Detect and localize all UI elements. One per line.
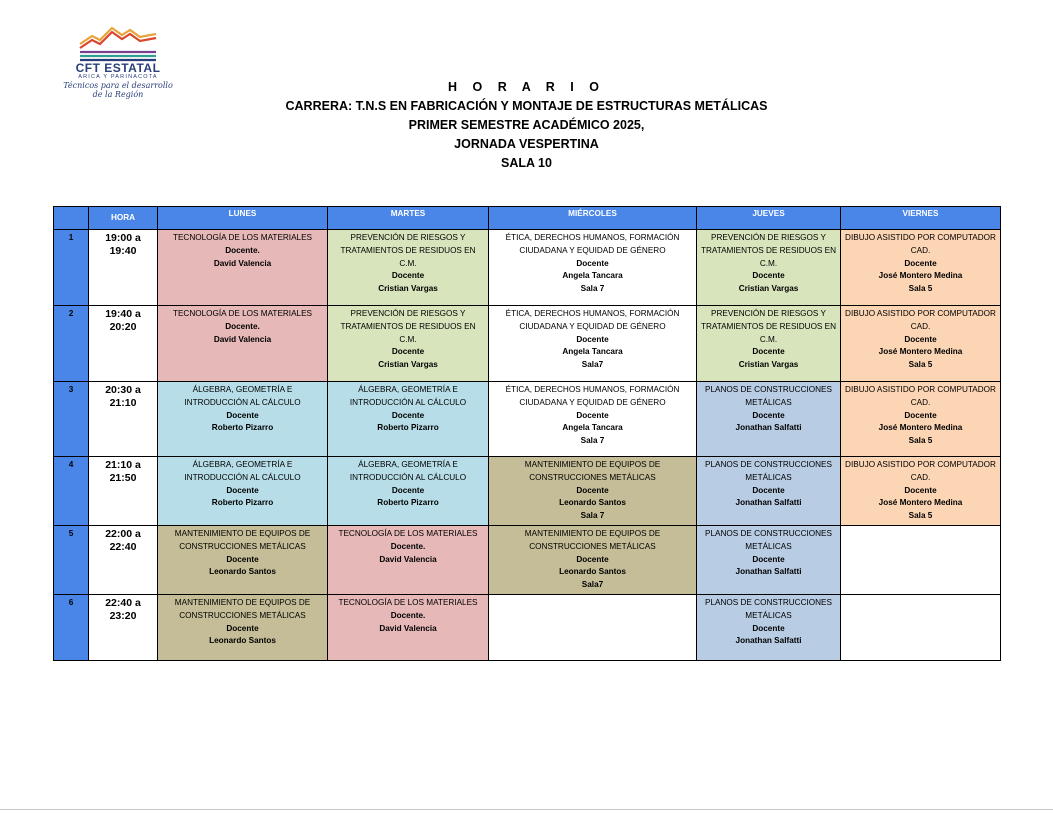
column-header-martes: MARTES [328, 207, 489, 230]
teacher-label: Docente [226, 410, 259, 420]
class-subject: PREVENCIÓN DE RIESGOS Y TRATAMIENTOS DE RESIDUOS EN C.M. [700, 309, 837, 344]
block-number: 3 [54, 382, 89, 457]
teacher-label: Docente [904, 334, 937, 344]
time-slot-start: 19:40 a [105, 308, 141, 320]
class-subject: ÁLGEBRA, GEOMETRÍA E INTRODUCCIÓN AL CÁLCULO [349, 460, 467, 482]
class-cell [697, 382, 841, 457]
teacher-name: David Valencia [213, 258, 272, 268]
class-cell [328, 230, 489, 306]
class-cell [841, 525, 1001, 594]
teacher-label: Docente [904, 410, 937, 420]
teacher-label: Docente [226, 623, 259, 633]
teacher-name: Cristian Vargas [738, 360, 799, 370]
block-number: 2 [54, 306, 89, 382]
class-room: Sala 7 [580, 284, 605, 294]
block-number: 4 [54, 457, 89, 526]
block-number: 5 [54, 525, 89, 594]
teacher-label: Docente [752, 554, 785, 564]
teacher-name: Cristian Vargas [738, 284, 799, 294]
room-title: SALA 10 [501, 156, 552, 170]
teacher-label: Docente [752, 485, 785, 495]
teacher-label: Docente [576, 258, 609, 268]
time-slot-start: 20:30 a [105, 384, 141, 396]
class-subject: ÉTICA, DERECHOS HUMANOS, FORMACIÓN CIUDADANA Y EQUIDAD DE GÉNERO [505, 309, 680, 331]
teacher-name: Jonathan Salfatti [735, 423, 802, 433]
class-room: Sala7 [581, 580, 604, 590]
teacher-label: Docente [391, 271, 425, 281]
class-subject: ÉTICA, DERECHOS HUMANOS, FORMACIÓN CIUDADANA Y EQUIDAD DE GÉNERO [505, 233, 680, 255]
class-room: Sala 5 [908, 436, 933, 446]
teacher-name: Leonardo Santos [559, 567, 626, 577]
table-row [54, 230, 1001, 306]
class-cell [841, 594, 1001, 660]
class-cell [158, 594, 328, 660]
teacher-name: Roberto Pizarro [377, 498, 439, 508]
time-slot-end: 21:10 [109, 396, 137, 409]
teacher-label: Docente [391, 410, 425, 420]
time-slot-end: 19:40 [109, 244, 137, 257]
class-cell [328, 382, 489, 457]
teacher-name: Angela Tancara [562, 271, 623, 281]
teacher-label: Docente [752, 623, 785, 633]
semester-title: PRIMER SEMESTRE ACADÉMICO 2025, [408, 118, 645, 132]
class-cell [697, 306, 841, 382]
teacher-name: Jonathan Salfatti [735, 636, 802, 646]
teacher-label: Docente [576, 485, 609, 495]
logo-slogan-line1: Técnicos para el desarrollo [63, 81, 173, 90]
class-subject: MANTENIMIENTO DE EQUIPOS DE CONSTRUCCIONES METÁLICAS [524, 528, 661, 551]
class-subject: PREVENCIÓN DE RIESGOS Y TRATAMIENTOS DE RESIDUOS EN C.M. [340, 309, 476, 344]
teacher-name: Cristian Vargas [378, 360, 438, 370]
class-subject: DIBUJO ASISTIDO POR COMPUTADOR CAD. [845, 309, 996, 331]
class-subject: PREVENCIÓN DE RIESGOS Y TRATAMIENTOS DE RESIDUOS EN C.M. [700, 233, 837, 268]
time-slot [89, 230, 158, 306]
table-row [54, 382, 1001, 457]
class-subject: TECNOLOGÍA DE LOS MATERIALES [338, 528, 478, 538]
logo-region: ARICA Y PARINACOTA [78, 74, 158, 80]
teacher-label: Docente [904, 485, 937, 495]
teacher-name: David Valencia [213, 334, 272, 344]
class-room: Sala 7 [580, 436, 605, 446]
table-row [54, 525, 1001, 594]
class-cell [489, 306, 697, 382]
class-subject: DIBUJO ASISTIDO POR COMPUTADOR CAD. [845, 233, 996, 255]
teacher-name: Leonardo Santos [209, 636, 276, 646]
block-number: 6 [54, 594, 89, 660]
shift-title: JORNADA VESPERTINA [454, 137, 599, 151]
class-cell [697, 457, 841, 526]
teacher-name: Leonardo Santos [559, 498, 626, 508]
class-subject: MANTENIMIENTO DE EQUIPOS DE CONSTRUCCIONES METÁLICAS [524, 460, 661, 482]
column-header-jueves: JUEVES [697, 207, 841, 230]
teacher-label: Docente [391, 347, 425, 357]
column-header-viernes: VIERNES [841, 207, 1001, 230]
class-cell [158, 230, 328, 306]
class-subject: MANTENIMIENTO DE EQUIPOS DE CONSTRUCCIONES METÁLICAS [174, 528, 311, 551]
teacher-label: Docente [391, 485, 425, 495]
class-cell [328, 594, 489, 660]
teacher-label: Docente [752, 347, 785, 357]
column-header-number [54, 207, 89, 230]
teacher-name: Cristian Vargas [378, 284, 438, 294]
class-room: Sala7 [581, 360, 604, 370]
class-subject: PREVENCIÓN DE RIESGOS Y TRATAMIENTOS DE RESIDUOS EN C.M. [340, 233, 476, 268]
time-slot [89, 457, 158, 526]
table-row [54, 306, 1001, 382]
time-slot-end: 20:20 [109, 320, 137, 333]
teacher-name: Roberto Pizarro [377, 423, 439, 433]
class-subject: DIBUJO ASISTIDO POR COMPUTADOR CAD. [845, 460, 996, 482]
teacher-label: Docente [576, 334, 609, 344]
teacher-label: Docente [904, 258, 937, 268]
teacher-label: Docente. [225, 245, 260, 255]
class-cell [489, 382, 697, 457]
class-cell [328, 525, 489, 594]
time-slot [89, 525, 158, 594]
class-cell [158, 382, 328, 457]
class-cell [328, 457, 489, 526]
time-slot-end: 23:20 [109, 609, 137, 622]
page-bottom-rule [0, 809, 1053, 810]
document-header [0, 78, 1053, 173]
teacher-label: Docente [226, 485, 259, 495]
class-room: Sala 5 [908, 360, 933, 370]
block-number: 1 [54, 230, 89, 306]
class-subject: ÁLGEBRA, GEOMETRÍA E INTRODUCCIÓN AL CÁLCULO [349, 385, 467, 407]
teacher-label: Docente [226, 554, 259, 564]
time-slot-start: 22:40 a [105, 596, 141, 609]
teacher-name: Jonathan Salfatti [735, 567, 802, 577]
class-subject: MANTENIMIENTO DE EQUIPOS DE CONSTRUCCIONES METÁLICAS [174, 597, 311, 620]
class-cell [489, 457, 697, 526]
teacher-name: José Montero Medina [878, 271, 963, 281]
header-row [54, 207, 1001, 230]
class-cell [158, 306, 328, 382]
document-title: H O R A R I O [448, 80, 605, 94]
career-title: CARRERA: T.N.S EN FABRICACIÓN Y MONTAJE DE ESTRUCTURAS METÁLICAS [285, 99, 768, 113]
class-subject: PLANOS DE CONSTRUCCIONES METÁLICAS [705, 597, 832, 620]
logo-slogan-line2: de la Región [92, 90, 144, 99]
class-cell [841, 457, 1001, 526]
class-cell [158, 457, 328, 526]
class-room: Sala 7 [580, 511, 605, 521]
teacher-label: Docente. [390, 610, 426, 620]
teacher-label: Docente. [225, 321, 260, 331]
class-subject: PLANOS DE CONSTRUCCIONES METÁLICAS [705, 528, 832, 551]
class-subject: PLANOS DE CONSTRUCCIONES METÁLICAS [705, 460, 832, 482]
time-slot [89, 594, 158, 660]
teacher-label: Docente. [390, 541, 426, 551]
teacher-name: José Montero Medina [878, 423, 963, 433]
time-slot-start: 21:10 a [105, 459, 141, 471]
class-room: Sala 5 [908, 511, 933, 521]
class-cell [489, 594, 697, 660]
time-slot [89, 306, 158, 382]
class-cell [697, 525, 841, 594]
teacher-label: Docente [576, 410, 609, 420]
teacher-label: Docente [576, 554, 609, 564]
time-slot-end: 21:50 [109, 471, 137, 484]
class-subject: TECNOLOGÍA DE LOS MATERIALES [338, 597, 478, 607]
class-subject: ÉTICA, DERECHOS HUMANOS, FORMACIÓN CIUDADANA Y EQUIDAD DE GÉNERO [505, 385, 680, 407]
table-row [54, 457, 1001, 526]
column-header-hora: HORA [89, 207, 158, 230]
teacher-name: Roberto Pizarro [211, 423, 274, 433]
teacher-name: José Montero Medina [878, 498, 963, 508]
table-row [54, 594, 1001, 660]
class-subject: ÁLGEBRA, GEOMETRÍA E INTRODUCCIÓN AL CÁLCULO [184, 385, 301, 407]
class-cell [841, 230, 1001, 306]
class-cell [697, 230, 841, 306]
class-subject: TECNOLOGÍA DE LOS MATERIALES [172, 309, 313, 318]
time-slot [89, 382, 158, 457]
teacher-name: Jonathan Salfatti [735, 498, 802, 508]
time-slot-start: 22:00 a [105, 527, 141, 540]
class-cell [158, 525, 328, 594]
logo-brand: CFT ESTATAL [75, 61, 161, 75]
class-subject: PLANOS DE CONSTRUCCIONES METÁLICAS [705, 385, 832, 407]
class-subject: DIBUJO ASISTIDO POR COMPUTADOR CAD. [845, 385, 996, 407]
class-subject: ÁLGEBRA, GEOMETRÍA E INTRODUCCIÓN AL CÁLCULO [184, 460, 301, 482]
teacher-name: Angela Tancara [562, 347, 623, 357]
teacher-name: Leonardo Santos [209, 567, 276, 577]
class-cell [841, 382, 1001, 457]
teacher-name: Angela Tancara [562, 423, 623, 433]
teacher-label: Docente [752, 410, 785, 420]
class-cell [697, 594, 841, 660]
class-cell [489, 230, 697, 306]
teacher-name: David Valencia [379, 623, 437, 633]
teacher-name: David Valencia [379, 554, 437, 564]
teacher-name: Roberto Pizarro [211, 498, 274, 508]
class-room: Sala 5 [908, 284, 933, 294]
teacher-label: Docente [752, 271, 785, 281]
class-cell [489, 525, 697, 594]
mountain-logo-icon [78, 22, 158, 62]
class-cell [328, 306, 489, 382]
class-subject: TECNOLOGÍA DE LOS MATERIALES [172, 233, 313, 242]
teacher-name: José Montero Medina [878, 347, 963, 357]
column-header-miercoles: MIÉRCOLES [489, 207, 697, 230]
schedule-table [53, 206, 1001, 661]
time-slot-end: 22:40 [109, 540, 137, 553]
time-slot-start: 19:00 a [105, 232, 141, 244]
column-header-lunes: LUNES [158, 207, 328, 230]
class-cell [841, 306, 1001, 382]
